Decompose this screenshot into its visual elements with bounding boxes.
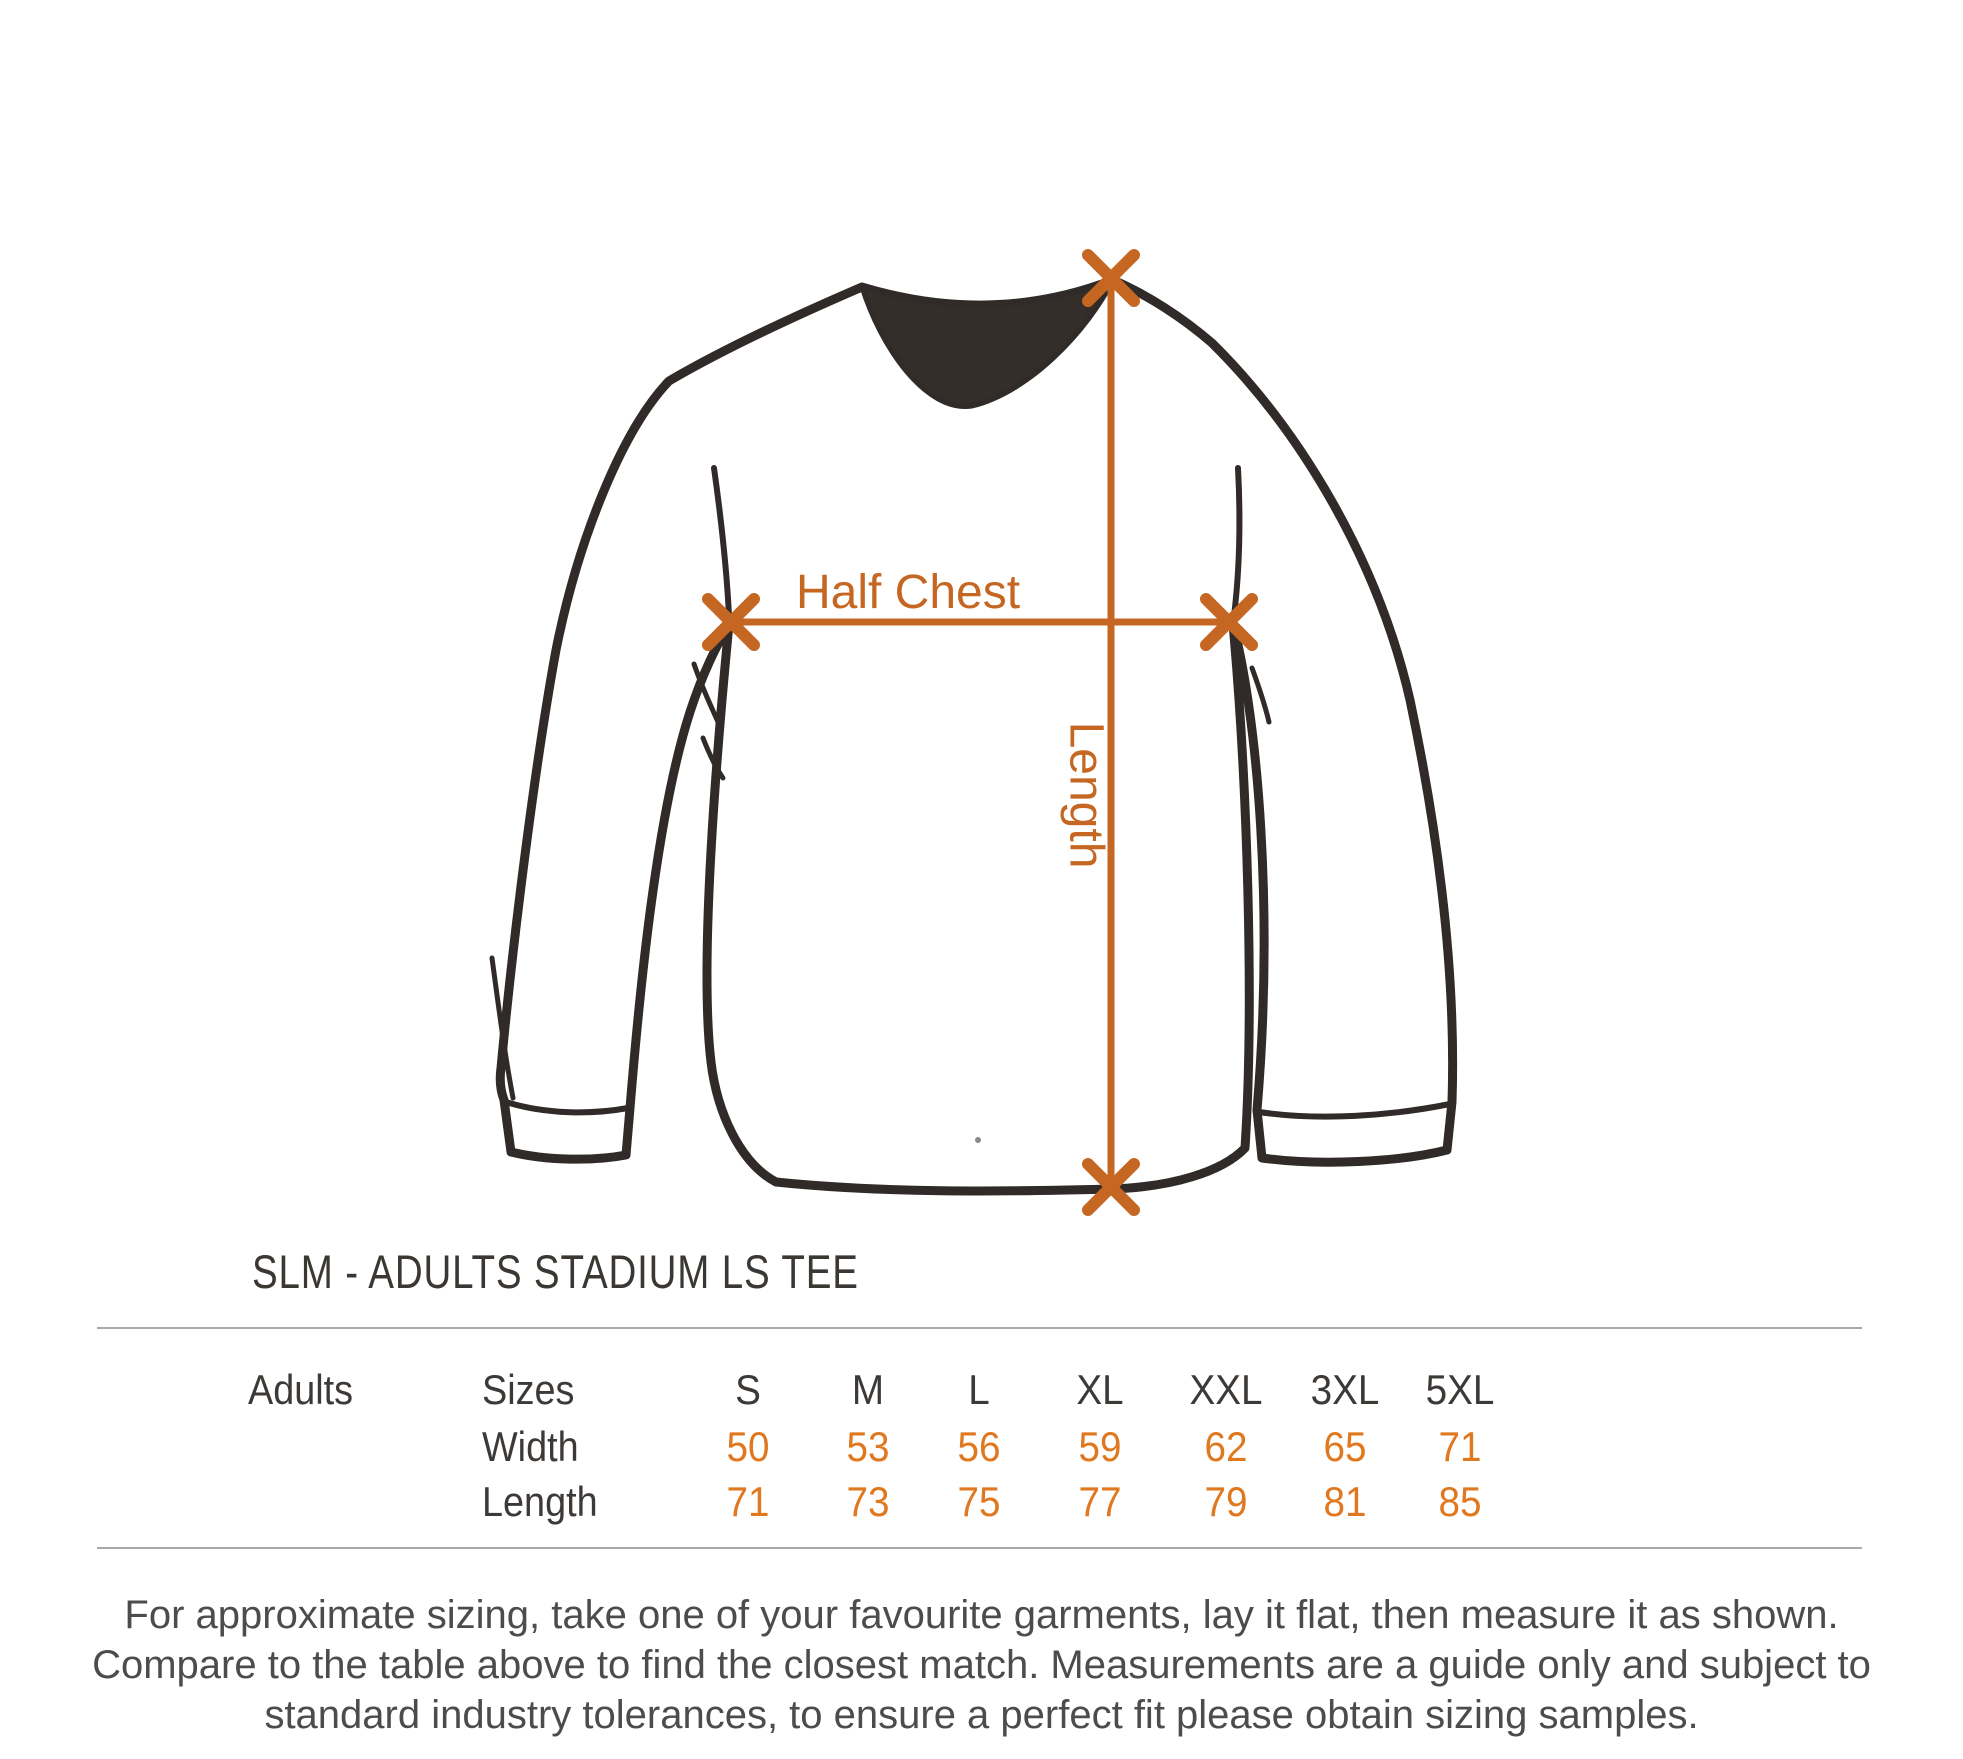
width-value-cell: 56: [957, 1423, 1001, 1470]
length-value-cell: 79: [1204, 1478, 1248, 1525]
sizing-note-line: For approximate sizing, take one of your favourite garments, lay it flat, then measure it as shown.: [124, 1593, 1839, 1637]
divider-bottom: [97, 1547, 1862, 1549]
size-group-label: Adults: [248, 1366, 354, 1413]
size-header-cell: XL: [1076, 1366, 1124, 1413]
size-header-cell: M: [851, 1366, 885, 1413]
size-header-cell: XXL: [1189, 1366, 1263, 1413]
row-label-width: Width: [482, 1423, 579, 1470]
hem-dot: [975, 1137, 981, 1143]
width-value-cell: 71: [1438, 1423, 1482, 1470]
length-value-cell: 81: [1323, 1478, 1367, 1525]
length-value-cell: 71: [726, 1478, 770, 1525]
size-header-cell: L: [968, 1366, 990, 1413]
length-value-cell: 73: [846, 1478, 890, 1525]
width-value-cell: 50: [726, 1423, 770, 1470]
sizing-note-line: Compare to the table above to find the closest match. Measurements are a guide only and subject to: [92, 1643, 1871, 1687]
shirt-outline: [500, 280, 1452, 1191]
row-label-length: Length: [482, 1478, 598, 1525]
width-value-cell: 59: [1078, 1423, 1122, 1470]
divider-top: [97, 1327, 1862, 1329]
size-header-cell: 5XL: [1425, 1366, 1495, 1413]
length-label: Length: [1059, 721, 1113, 869]
length-value-cell: 77: [1078, 1478, 1122, 1525]
size-header-cell: 3XL: [1310, 1366, 1380, 1413]
length-value-cell: 85: [1438, 1478, 1482, 1525]
size-header-cell: S: [735, 1366, 761, 1413]
product-title: SLM - ADULTS STADIUM LS TEE: [252, 1245, 859, 1298]
half-chest-label: Half Chest: [795, 566, 1021, 619]
sizing-note: [0, 1590, 1963, 1740]
sizing-note-line: standard industry tolerances, to ensure a perfect fit please obtain sizing samples.: [264, 1693, 1699, 1737]
width-value-cell: 62: [1204, 1423, 1248, 1470]
width-value-cell: 65: [1323, 1423, 1367, 1470]
length-value-cell: 75: [957, 1478, 1001, 1525]
row-label-sizes: Sizes: [482, 1366, 575, 1413]
width-value-cell: 53: [846, 1423, 890, 1470]
